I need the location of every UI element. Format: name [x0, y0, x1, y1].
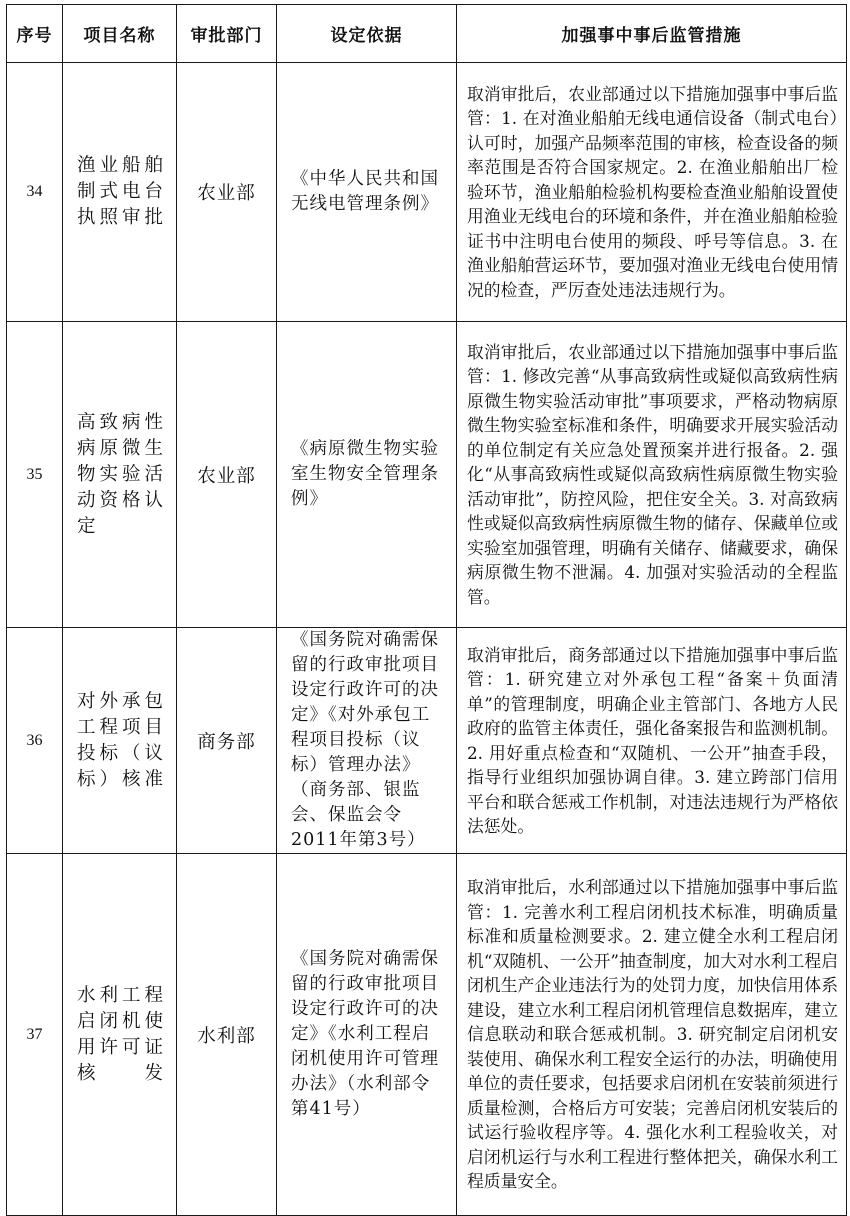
item-name: 高致病性病原微生物实验活动资格认定: [63, 322, 177, 628]
supervision-measures: 取消审批后，水利部通过以下措施加强事中事后监管：1. 完善水利工程启闭机技术标准，明确质量标准和质量检测要求。2. 建立健全水利工程启闭机“双随机、一公开”抽查制度，加大对水利工程启闭机生产企业违法行为的处罚力度，加快信用体系建设，建立水利工程启闭机管理信息数据库，建立信息联动和联合惩戒机制。3. 研究制定启闭机安装使用、确保水利工程安全运行的办法，明确使用单位的责任要求，包括要求启闭机在安装前须进行质量检测，合格后方可安装；完善启闭机安装后的试运行验收程序等。4. 强化水利工程验收关，对启闭机运行与水利工程进行整体把关，确保水利工程质量安全。: [457, 854, 847, 1216]
table-row: [7, 854, 847, 1216]
header-num: 序号: [7, 5, 63, 63]
header-basis: 设定依据: [277, 5, 457, 63]
row-number: 36: [7, 628, 63, 854]
item-name: 渔业船舶制式电台执照审批: [63, 63, 177, 322]
regulation-table: [6, 4, 847, 1216]
table-row: [7, 322, 847, 628]
header-dept: 审批部门: [177, 5, 277, 63]
approval-department: 农业部: [177, 63, 277, 322]
legal-basis: 《中华人民共和国无线电管理条例》: [277, 63, 457, 322]
row-number: 34: [7, 63, 63, 322]
table-row: [7, 628, 847, 854]
supervision-measures: 取消审批后，农业部通过以下措施加强事中事后监管：1. 在对渔业船舶无线电通信设备（制式电台）认可时，加强产品频率范围的审核，检查设备的频率范围是否符合国家规定。2. 在渔业船舶出厂检验环节，渔业船舶检验机构要检查渔业船舶设置使用渔业无线电台的环境和条件，并在渔业船舶检验证书中注明电台使用的频段、呼号等信息。3. 在渔业船舶营运环节，要加强对渔业无线电台使用情况的检查，严厉查处违法违规行为。: [457, 63, 847, 322]
legal-basis: 《病原微生物实验室生物安全管理条例》: [277, 322, 457, 628]
table-row: [7, 63, 847, 322]
row-number: 37: [7, 854, 63, 1216]
supervision-measures: 取消审批后，商务部通过以下措施加强事中事后监管：1. 研究建立对外承包工程“备案＋负面清单”的管理制度，明确企业主管部门、各地方人民政府的监管主体责任，强化备案报告和监测机制。2. 用好重点检查和“双随机、一公开”抽查手段，指导行业组织加强协调自律。3. 建立跨部门信用平台和联合惩戒工作机制，对违法违规行为严格依法惩处。: [457, 628, 847, 854]
item-name: 对外承包工程项目投标（议标）核准: [63, 628, 177, 854]
supervision-measures: 取消审批后，农业部通过以下措施加强事中事后监管：1. 修改完善“从事高致病性或疑似高致病性病原微生物实验活动审批”事项要求，严格动物病原微生物实验室标准和条件，明确要求开展实验活动的单位制定有关应急处置预案并进行报备。2. 强化“从事高致病性或疑似高致病性病原微生物实验活动审批”，防控风险，把住安全关。3. 对高致病性或疑似高致病性病原微生物的储存、保藏单位或实验室加强管理，明确有关储存、储藏要求，确保病原微生物不泄漏。4. 加强对实验活动的全程监管。: [457, 322, 847, 628]
legal-basis: 《国务院对确需保留的行政审批项目设定行政许可的决定》《对外承包工程项目投标（议标）管理办法》（商务部、银监会、保监会令2011年第3号）: [277, 628, 457, 854]
header-measures: 加强事中事后监管措施: [457, 5, 847, 63]
header-name: 项目名称: [63, 5, 177, 63]
approval-department: 水利部: [177, 854, 277, 1216]
header-row: [7, 5, 847, 63]
approval-department: 商务部: [177, 628, 277, 854]
row-number: 35: [7, 322, 63, 628]
approval-department: 农业部: [177, 322, 277, 628]
item-name: 水利工程启闭机使用许可证核发: [63, 854, 177, 1216]
legal-basis: 《国务院对确需保留的行政审批项目设定行政许可的决定》《水利工程启闭机使用许可管理办法》（水利部令第41号）: [277, 854, 457, 1216]
